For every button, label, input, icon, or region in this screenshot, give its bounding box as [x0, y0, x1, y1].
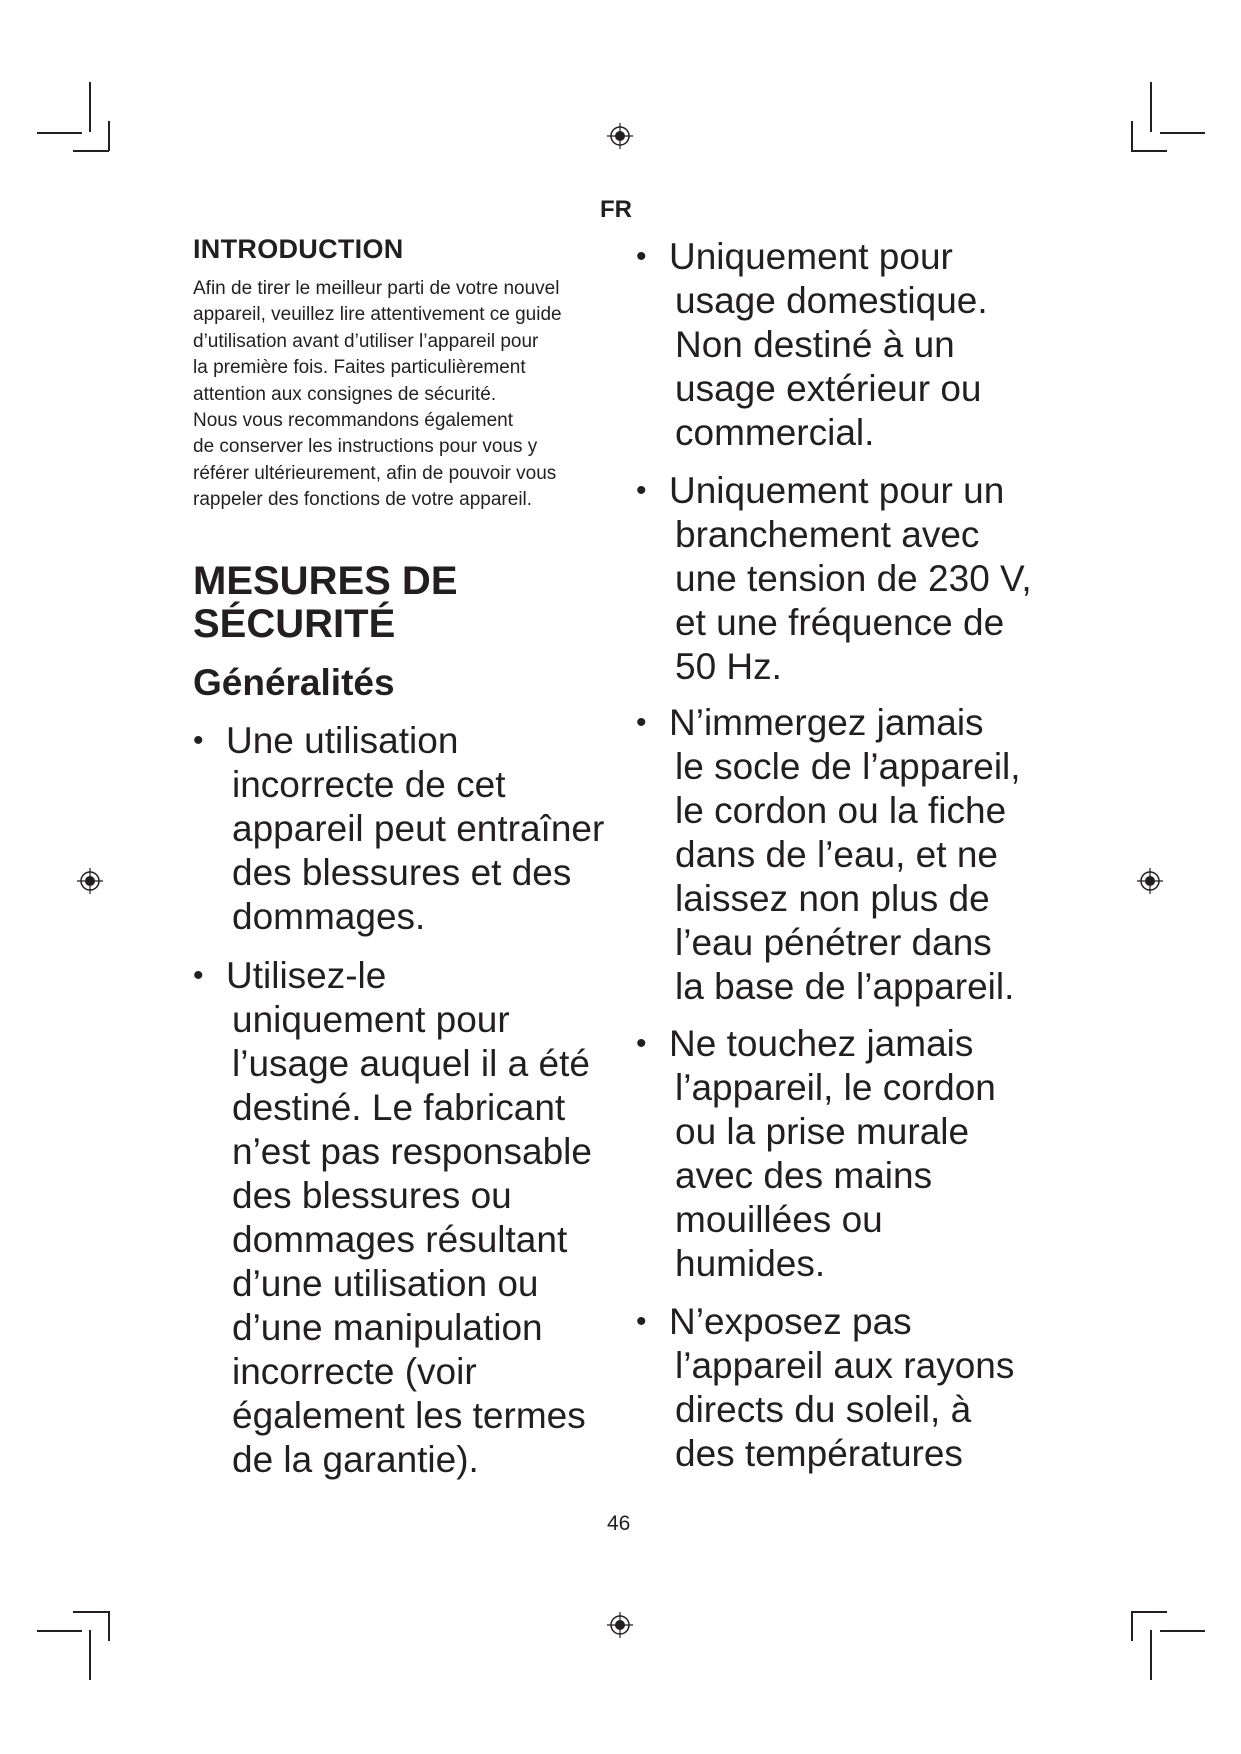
bullet-text: Uniquement pour un branchement avec une tension de 230 V, et une fréquence de 50 Hz. [669, 470, 1032, 687]
crop-mark [1160, 1630, 1205, 1632]
bullet-text: Utilisez-le uniquement pour l’usage auquel il a été destiné. Le fabricant n’est pas responsable des blessures ou dommages résultant d’une utilisation ou d’une manipulation incorrecte (voir également les termes de la garantie). [226, 955, 592, 1480]
bullet-icon: • [193, 959, 204, 992]
crop-mark [1131, 150, 1167, 152]
general-subheading: Généralités [193, 662, 395, 703]
bullet-text: Uniquement pour usage domestique. Non destiné à un usage extérieur ou commercial. [669, 236, 988, 453]
registration-mark-icon [76, 867, 104, 895]
crop-mark [73, 1611, 109, 1613]
crop-mark [108, 121, 110, 151]
crop-mark [1131, 1611, 1167, 1613]
bullet-icon: • [193, 724, 204, 757]
crop-mark [37, 132, 82, 134]
crop-mark [1150, 82, 1152, 132]
crop-mark [89, 1630, 91, 1680]
crop-mark [89, 82, 91, 132]
bullet-text: Une utilisation incorrecte de cet appareil peut entraîner des blessures et des dommages. [226, 720, 605, 937]
bullet-text: Ne touchez jamais l’appareil, le cordon ou la prise murale avec des mains mouillées ou humides. [669, 1023, 996, 1284]
bullet-icon: • [636, 240, 647, 273]
introduction-text: Afin de tirer le meilleur parti de votre nouvel appareil, veuillez lire attentivement ce guide d’utilisation avant d’utiliser l’appareil pour la première fois. Faites particulièrement attention aux consignes de sécurité. Nous vous recommandons également de conserver les instructions pour vous y référer ultérieurement, afin de pouvoir vous rappeler des fonctions de votre appareil. [193, 278, 562, 511]
crop-mark [1131, 121, 1133, 151]
bullet-icon: • [636, 474, 647, 507]
registration-mark-icon [606, 1611, 634, 1639]
crop-mark [37, 1630, 82, 1632]
crop-mark [108, 1611, 110, 1641]
crop-mark [1150, 1630, 1152, 1680]
language-label: FR [600, 196, 632, 223]
crop-mark [1131, 1611, 1133, 1641]
safety-heading: MESURES DE SÉCURITÉ [193, 559, 458, 646]
registration-mark-icon [606, 122, 634, 150]
bullet-icon: • [636, 1305, 647, 1338]
crop-mark [73, 150, 109, 152]
page-number: 46 [607, 1512, 631, 1535]
introduction-heading: INTRODUCTION [193, 234, 404, 264]
crop-mark [1160, 132, 1205, 134]
bullet-text: N’immergez jamais le socle de l’appareil, le cordon ou la fiche dans de l’eau, et ne laissez non plus de l’eau pénétrer dans la base de l’appareil. [669, 702, 1021, 1007]
bullet-icon: • [636, 706, 647, 739]
bullet-text: N’exposez pas l’appareil aux rayons directs du soleil, à des températures [669, 1301, 1015, 1474]
bullet-icon: • [636, 1027, 647, 1060]
